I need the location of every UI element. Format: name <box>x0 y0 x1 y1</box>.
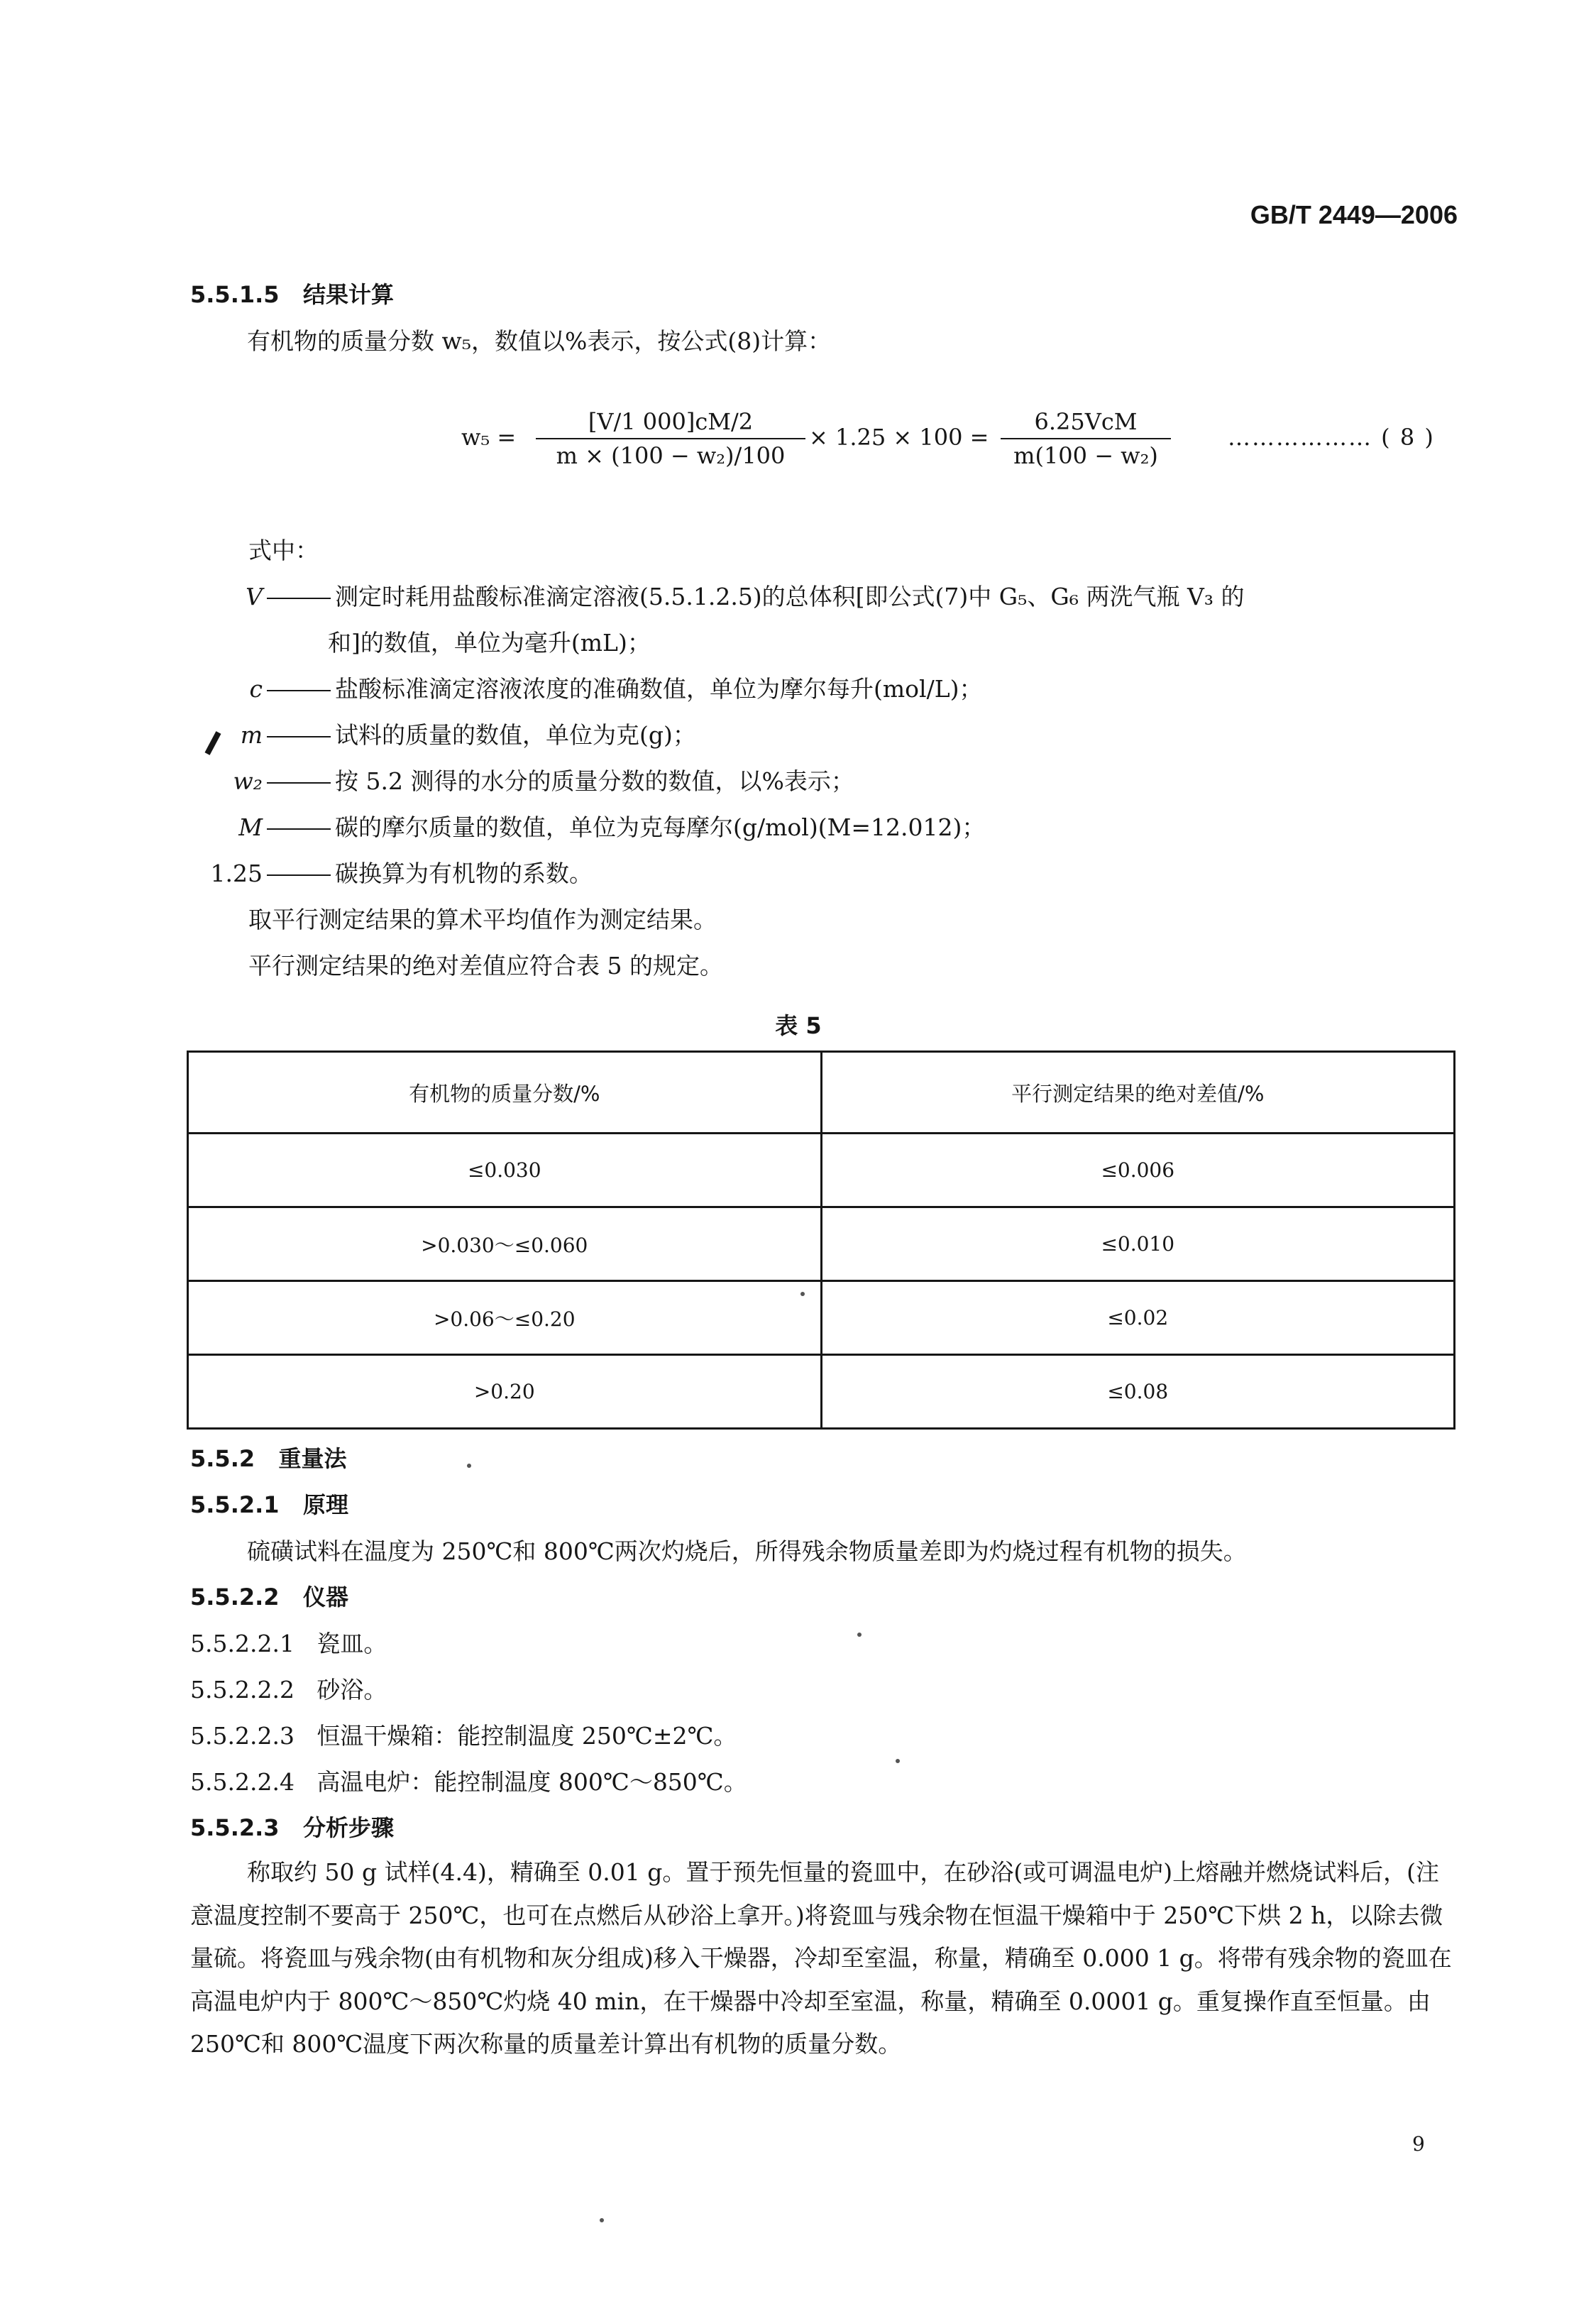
definition-text: 试料的质量的数值，单位为克(g)； <box>335 721 696 749</box>
definition-item <box>227 809 985 843</box>
fraction-1-numerator: [V/1 000]cM/2 <box>536 408 805 439</box>
item-number: 5.5.2.2.1 <box>190 1630 295 1657</box>
definition-text: 碳的摩尔质量的数值，单位为克每摩尔(g/mol)(M=12.012)； <box>335 813 986 841</box>
definition-dash <box>267 736 331 737</box>
section-number: 5.5.2.3 <box>190 1814 280 1841</box>
definition-item <box>220 717 696 750</box>
section-title: 重量法 <box>278 1445 347 1472</box>
definition-dash <box>267 874 331 876</box>
scan-speck <box>467 1464 471 1468</box>
instrument-item <box>190 1718 737 1751</box>
definition-dash <box>267 690 331 691</box>
table-row <box>188 1355 1455 1429</box>
item-number: 5.5.2.2.4 <box>190 1768 295 1796</box>
definition-item <box>241 671 983 704</box>
pen-mark <box>204 731 221 755</box>
formula-fraction-1 <box>536 408 805 469</box>
definition-continuation: 和]的数值，单位为毫升(mL)； <box>328 629 651 657</box>
instrument-item <box>190 1625 387 1659</box>
scan-speck <box>800 1292 805 1296</box>
definition-dash <box>267 598 331 599</box>
table-row <box>188 1281 1455 1355</box>
scan-speck <box>857 1633 862 1637</box>
definition-text: 碳换算为有机物的系数。 <box>335 860 593 887</box>
section-title: 仪器 <box>302 1584 348 1611</box>
item-number: 5.5.2.2.3 <box>190 1722 295 1750</box>
section-number: 5.5.2.1 <box>190 1491 280 1518</box>
section-5-5-2-3-heading <box>190 1810 394 1843</box>
table-cell: >0.06～≤0.20 <box>188 1281 822 1355</box>
table-cell: ≤0.02 <box>821 1281 1455 1355</box>
section-number: 5.5.2 <box>190 1445 255 1472</box>
item-text: 瓷皿。 <box>317 1630 387 1657</box>
standard-number: GB/T 2449—2006 <box>1250 200 1458 229</box>
definition-item <box>199 855 593 889</box>
formula-lhs: w₅ = <box>461 424 517 451</box>
item-text: 高温电炉：能控制温度 800℃～850℃。 <box>317 1768 747 1796</box>
table-row <box>188 1207 1455 1281</box>
fraction-1-denominator: m × (100 − w₂)/100 <box>556 442 786 469</box>
table-caption: 表 5 <box>775 1012 822 1039</box>
formula-fraction-2 <box>1001 408 1171 469</box>
section-5-5-1-5-heading <box>190 277 394 309</box>
section-number: 5.5.1.5 <box>190 281 280 308</box>
procedure-paragraph: 称取约 50 g 试样(4.4)，精确至 0.01 g。置于预先恒量的瓷皿中，在砂浴(或可调温电炉)上熔融并燃烧试料后，(注意温度控制不要高于 250℃，也可在点燃后从砂浴上拿开。)将瓷皿与残余物在恒温干燥箱中于 250℃下烘 2 h，以除去微量硫。将瓷皿与残余物(由有机物和灰分组成)移入干燥器，冷却至室温，称量，精确至 0.000 1 g。将带有残余物的瓷皿在高温电炉内于 800℃～850℃灼烧 40 min，在干燥器中冷却至室温，称量，精确至 0.0001 g。重复操作直至恒量。由 250℃和 800℃温度下两次称量的质量差计算出有机物的质量分数。 <box>190 1858 1452 2058</box>
table-cell: ≤0.006 <box>821 1134 1455 1207</box>
definition-text: 测定时耗用盐酸标准滴定溶液(5.5.1.2.5)的总体积[即公式(7)中 G₅、G₆ 两洗气瓶 V₃ 的 <box>335 583 1245 610</box>
section-5-5-2-2-heading <box>190 1579 348 1612</box>
table-header-cell: 有机物的质量分数/% <box>188 1052 822 1134</box>
section-title: 分析步骤 <box>302 1814 394 1841</box>
scan-speck <box>896 1759 900 1763</box>
fraction-2-numerator: 6.25VcM <box>1001 408 1171 439</box>
table-cell: ≤0.08 <box>821 1355 1455 1429</box>
result-line: 平行测定结果的绝对差值应符合表 5 的规定。 <box>248 952 723 980</box>
principle-text: 硫磺试料在温度为 250℃和 800℃两次灼烧后，所得残余物质量差即为灼烧过程有机物的损失。 <box>247 1537 1247 1565</box>
table-cell: ≤0.010 <box>821 1207 1455 1281</box>
page-number: 9 <box>1412 2132 1425 2156</box>
definition-symbol: m <box>240 721 263 749</box>
definition-symbol: V <box>246 583 263 610</box>
table-header-row <box>188 1052 1455 1134</box>
table-cell: >0.20 <box>188 1355 822 1429</box>
definition-item <box>241 578 1245 612</box>
definition-dash <box>267 828 331 830</box>
table-header-cell: 平行测定结果的绝对差值/% <box>821 1052 1455 1134</box>
fraction-2-denominator: m(100 − w₂) <box>1013 442 1158 469</box>
instrument-item <box>190 1764 747 1797</box>
definition-symbol: w₂ <box>233 767 263 795</box>
table-row <box>188 1134 1455 1207</box>
definition-text: 盐酸标准滴定溶液浓度的准确数值，单位为摩尔每升(mol/L)； <box>335 675 983 703</box>
definition-symbol: 1.25 <box>210 860 263 887</box>
definition-item <box>213 763 854 796</box>
table-5 <box>187 1050 1455 1430</box>
definition-dash <box>267 782 331 784</box>
instrument-item <box>190 1672 387 1705</box>
item-text: 砂浴。 <box>317 1676 387 1704</box>
definition-symbol: M <box>238 813 263 841</box>
item-text: 恒温干燥箱：能控制温度 250℃±2℃。 <box>317 1722 737 1750</box>
formula-middle: × 1.25 × 100 = <box>809 424 989 451</box>
section-title: 原理 <box>302 1491 348 1518</box>
formula-number: ……………… ( 8 ) <box>1228 424 1435 451</box>
result-line: 取平行测定结果的算术平均值作为测定结果。 <box>248 906 717 933</box>
definition-symbol: c <box>249 675 263 703</box>
definition-text: 按 5.2 测得的水分的质量分数的数值，以%表示； <box>335 767 854 795</box>
section-5-5-2-heading <box>190 1441 347 1474</box>
section-5-5-2-1-heading <box>190 1487 348 1520</box>
scan-speck <box>600 2218 604 2222</box>
intro-text: 有机物的质量分数 w₅，数值以%表示，按公式(8)计算： <box>247 327 832 355</box>
item-number: 5.5.2.2.2 <box>190 1676 295 1704</box>
section-title: 结果计算 <box>302 281 394 308</box>
where-label: 式中： <box>248 537 319 564</box>
table-cell: ≤0.030 <box>188 1134 822 1207</box>
section-number: 5.5.2.2 <box>190 1584 280 1611</box>
table-cell: >0.030～≤0.060 <box>188 1207 822 1281</box>
